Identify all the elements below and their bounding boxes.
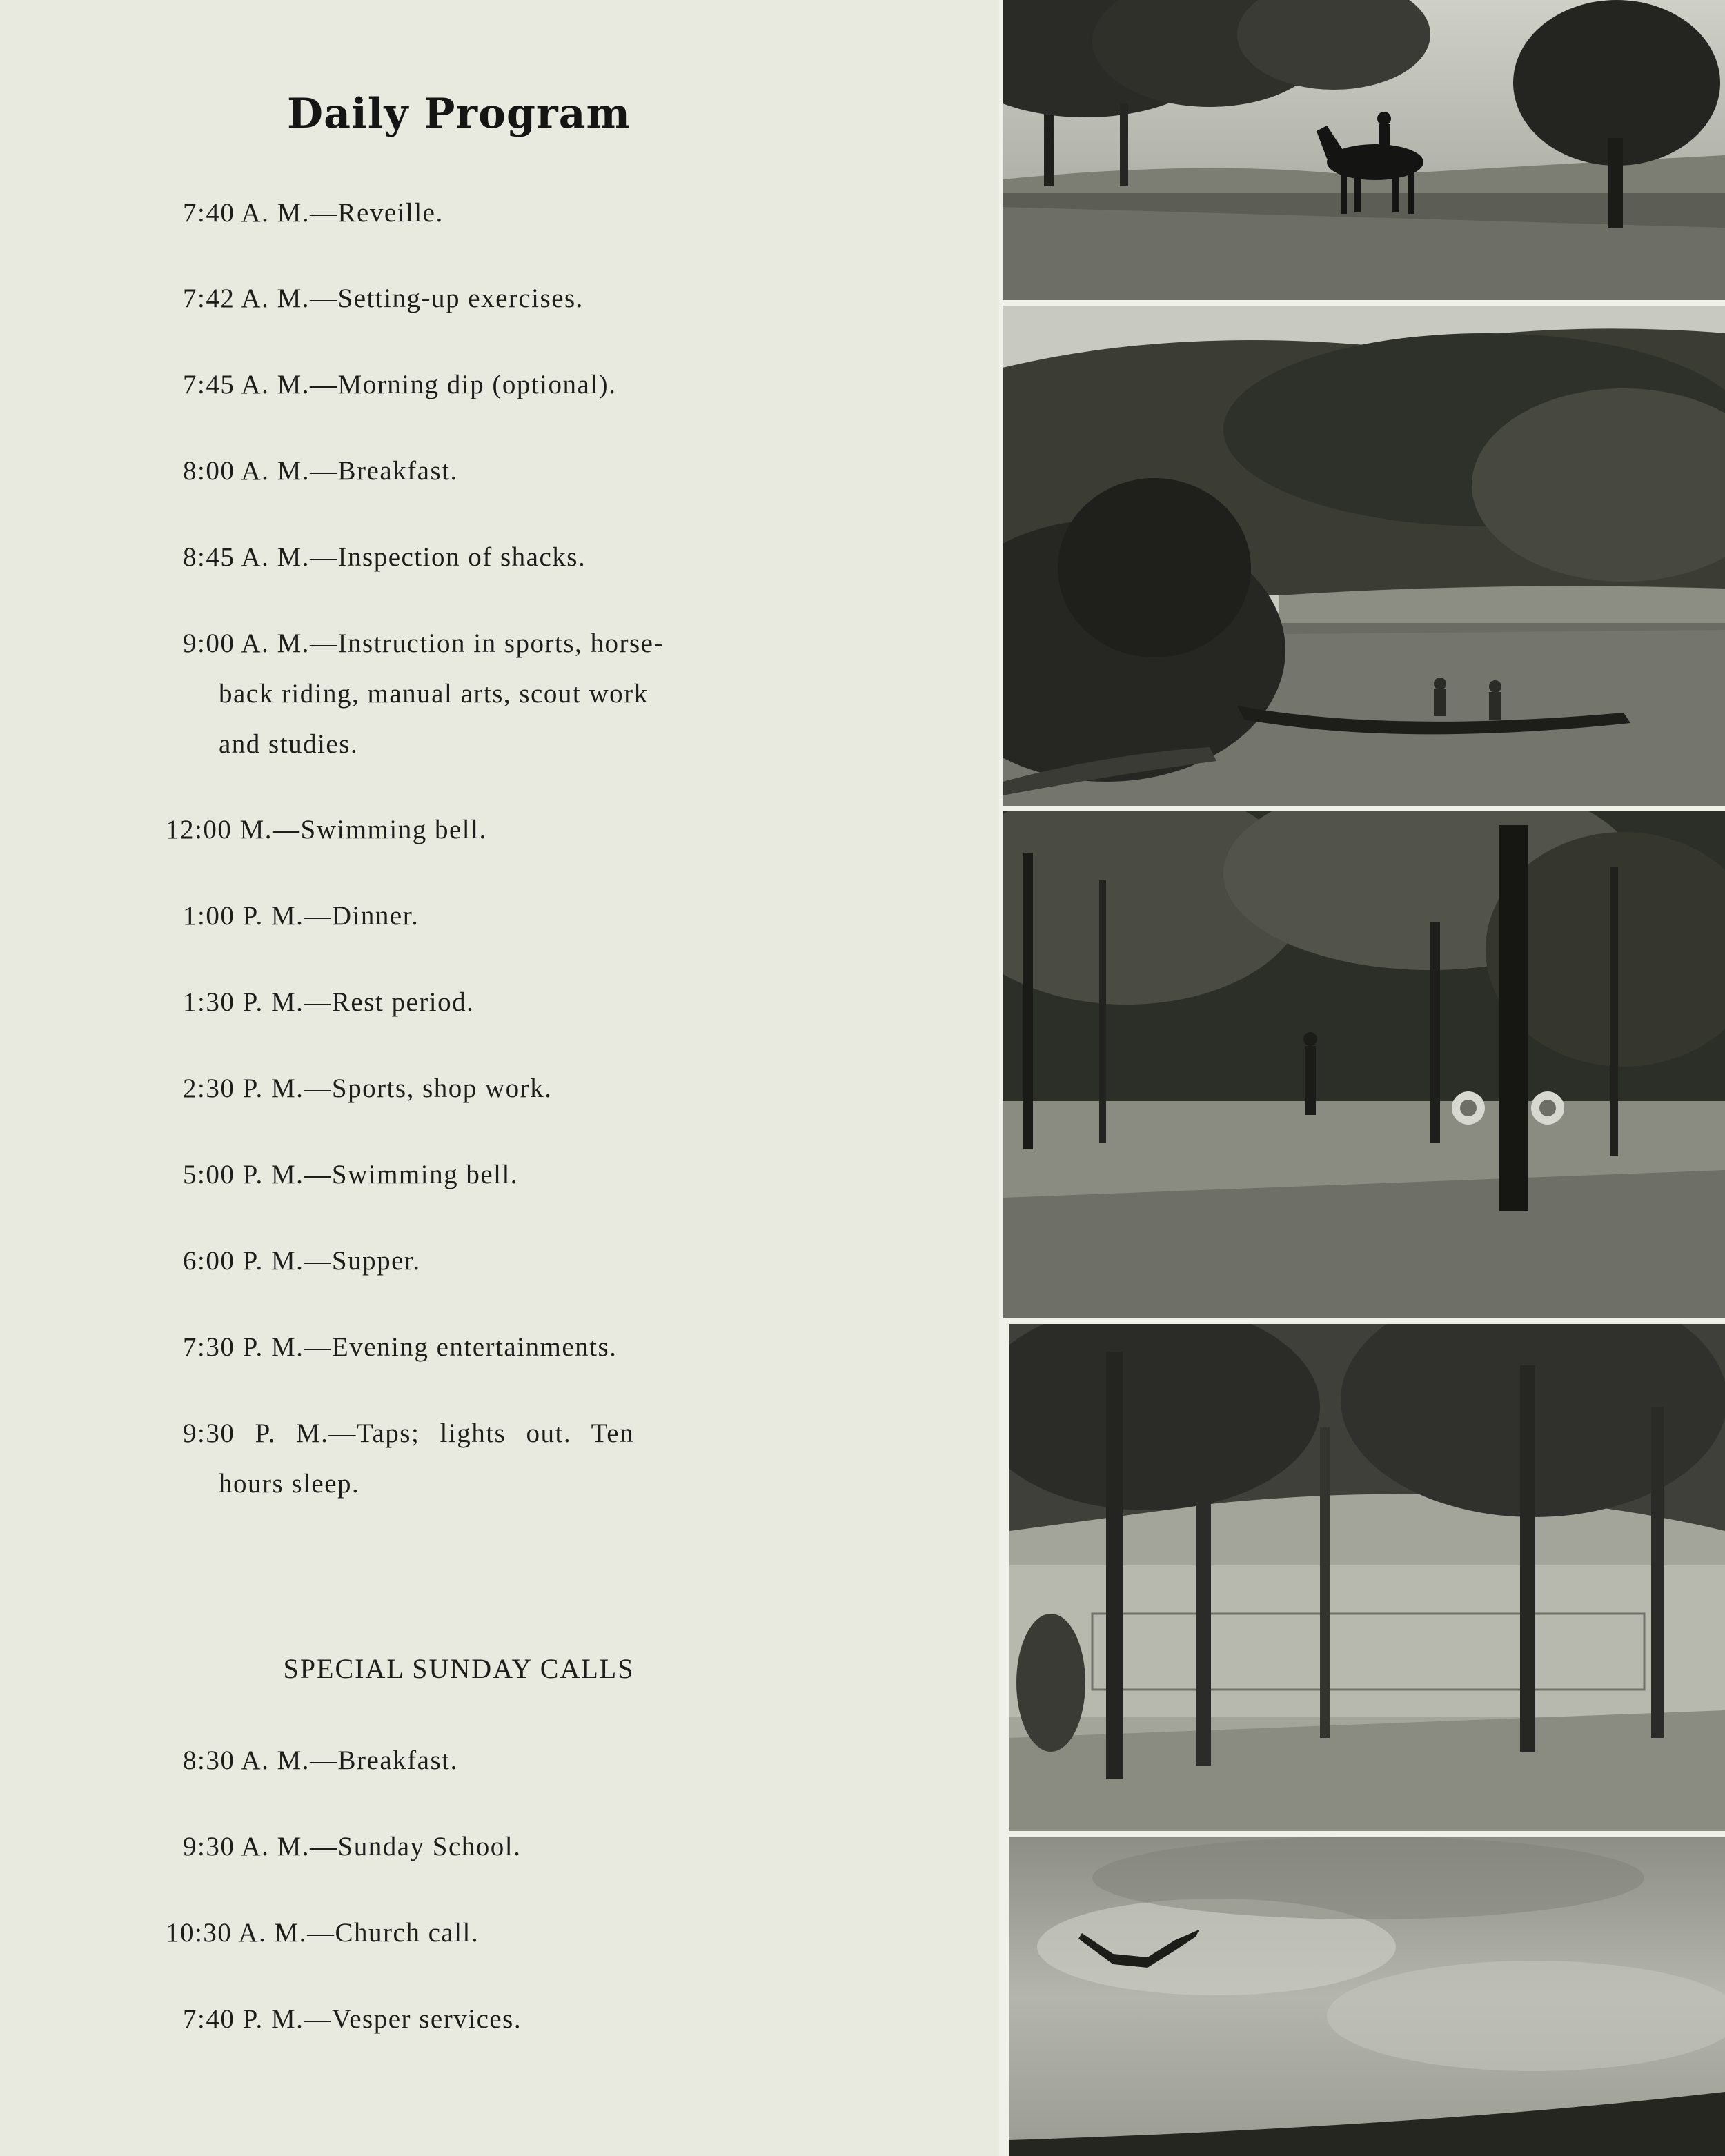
schedule-entry: 8:00 A. M.—Breakfast. bbox=[183, 456, 458, 486]
photo-column bbox=[999, 0, 1725, 2156]
sunday-entry: 7:40 P. M.—Vesper services. bbox=[183, 2004, 522, 2034]
schedule-entry: 6:00 P. M.—Supper. bbox=[183, 1246, 421, 1276]
diver-photo bbox=[1009, 1837, 1725, 2156]
sunday-entry: 10:30 A. M.—Church call. bbox=[166, 1918, 480, 1948]
sunday-heading: SPECIAL SUNDAY CALLS bbox=[283, 1653, 635, 1684]
photo-archery bbox=[1003, 811, 1725, 1318]
schedule-entry: 12:00 M.—Swimming bell. bbox=[166, 815, 487, 844]
photo-tennis-courts bbox=[1009, 1324, 1725, 1831]
horse-rider-photo bbox=[1003, 0, 1725, 300]
page-title: Daily Program bbox=[287, 90, 631, 138]
entry-line: 9:30 P. M.—Taps; lights out. Ten bbox=[183, 1418, 635, 1448]
schedule-entry-multiline bbox=[183, 1408, 743, 1509]
schedule-entry: 1:30 P. M.—Rest period. bbox=[183, 987, 475, 1017]
entry-line: hours sleep. bbox=[219, 1469, 360, 1499]
schedule-entry: 8:45 A. M.—Inspection of shacks. bbox=[183, 542, 586, 572]
entry-line: 9:00 A. M.—Instruction in sports, horse- bbox=[183, 629, 664, 658]
photo-horse-rider bbox=[1003, 0, 1725, 300]
photo-canoe-lake bbox=[1003, 306, 1725, 806]
archery-photo bbox=[1003, 811, 1725, 1318]
sunday-entry: 9:30 A. M.—Sunday School. bbox=[183, 1832, 522, 1861]
sunday-entry: 8:30 A. M.—Breakfast. bbox=[183, 1745, 458, 1775]
schedule-entry: 5:00 P. M.—Swimming bell. bbox=[183, 1160, 519, 1189]
tennis-courts-photo bbox=[1009, 1324, 1725, 1831]
schedule-entry: 7:45 A. M.—Morning dip (optional). bbox=[183, 370, 617, 399]
schedule-entry-multiline bbox=[183, 618, 743, 769]
entry-line: back riding, manual arts, scout work bbox=[219, 679, 649, 709]
canoe-lake-photo bbox=[1003, 306, 1725, 806]
entry-line: and studies. bbox=[219, 729, 359, 759]
schedule-entry: 7:40 A. M.—Reveille. bbox=[183, 198, 444, 228]
schedule-entry: 2:30 P. M.—Sports, shop work. bbox=[183, 1074, 553, 1103]
schedule-entry: 7:30 P. M.—Evening entertainments. bbox=[183, 1332, 618, 1362]
schedule-entry: 1:00 P. M.—Dinner. bbox=[183, 901, 420, 931]
schedule-entry: 7:42 A. M.—Setting-up exercises. bbox=[183, 284, 584, 313]
photo-diver bbox=[1009, 1837, 1725, 2156]
